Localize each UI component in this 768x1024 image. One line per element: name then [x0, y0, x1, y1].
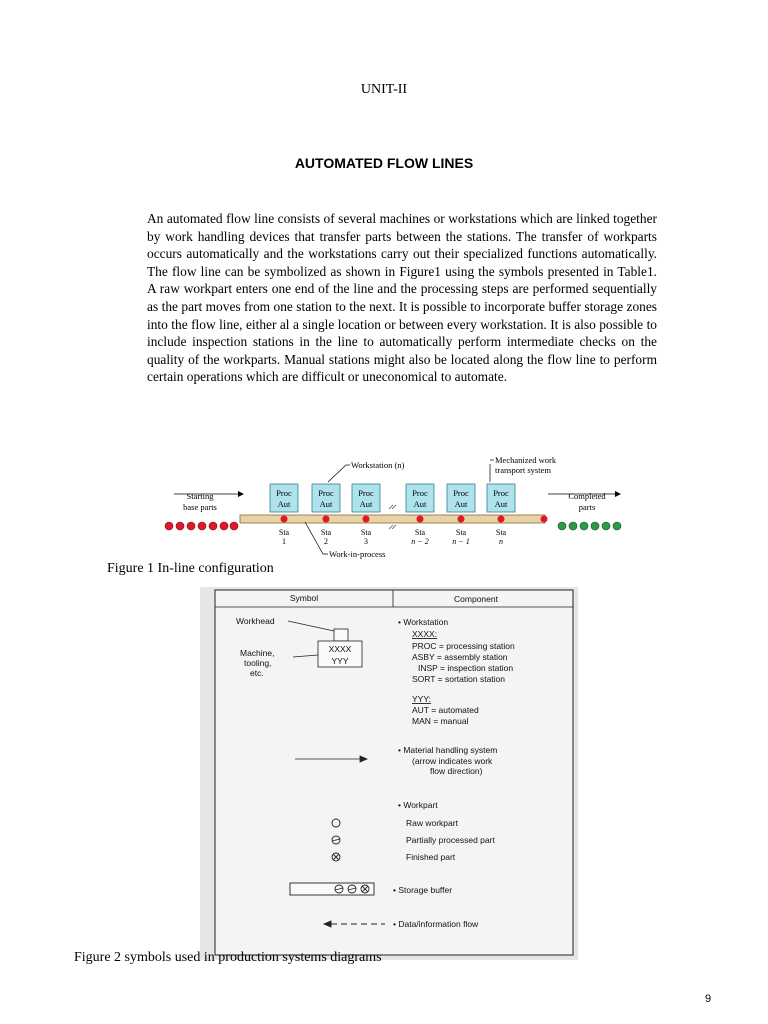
storage-buffer-label: • Storage buffer [393, 885, 453, 895]
diagram-label: Aut [494, 499, 508, 509]
ws-sort: SORT = sortation station [412, 674, 505, 684]
ws-title: • Workstation [398, 617, 449, 627]
station-box-1 [270, 484, 298, 512]
station-labels [279, 528, 507, 546]
station-box-2 [312, 484, 340, 512]
ws-man: MAN = manual [412, 716, 469, 726]
diagram-label: n − 2 [411, 537, 429, 546]
wip-label: Work-in-process [329, 549, 386, 559]
ws-asby: ASBY = assembly station [412, 652, 508, 662]
diagram-label: Proc [318, 488, 334, 498]
page-title: AUTOMATED FLOW LINES [294, 155, 474, 171]
workhead-label: Workhead [236, 616, 275, 626]
box-yyy-label: YYY [331, 656, 349, 666]
diagram-label: Sta [414, 528, 426, 537]
station-box-n-1 [447, 484, 475, 512]
table-frame [215, 590, 573, 955]
ws-insp: INSP = inspection station [418, 663, 514, 673]
figure-2-symbols-table [200, 587, 578, 960]
figure-1-caption: Figure 1 In-line configuration [107, 561, 274, 576]
completed-label-2: parts [578, 502, 596, 512]
diagram-label: Proc [276, 488, 292, 498]
starting-label-2: base parts [183, 502, 217, 512]
machine-label-3: etc. [250, 668, 264, 678]
data-flow-label: • Data/information flow [393, 919, 479, 929]
figure-2-caption: Figure 2 symbols used in production systems diagrams [74, 950, 382, 965]
mechanized-label-2: transport system [495, 465, 551, 475]
diagram-label: 3 [364, 537, 368, 546]
diagram-label: n − 1 [452, 537, 470, 546]
diagram-label: Aut [277, 499, 291, 509]
ws-xxxx: XXXX: [412, 629, 438, 639]
starting-parts [165, 522, 238, 530]
mechanized-label-1: Mechanized work [495, 455, 557, 465]
exit-part [541, 516, 548, 523]
mh-title: • Material handling system [398, 745, 498, 755]
diagram-label: Aut [454, 499, 468, 509]
workstation-label: Workstation (n) [351, 460, 405, 470]
diagram-label: Sta [320, 528, 332, 537]
partial-part-label: Partially processed part [406, 835, 495, 845]
diagram-label: Proc [358, 488, 374, 498]
machine-label-1: Machine, [240, 648, 275, 658]
arrow-head-icon [238, 491, 244, 497]
mh-line-2: (arrow indicates work [412, 756, 493, 766]
station-box-n-2 [406, 484, 434, 512]
diagram-label: Aut [319, 499, 333, 509]
diagram-label: Sta [455, 528, 467, 537]
diagram-label: Sta [360, 528, 372, 537]
diagram-label: 2 [324, 537, 328, 546]
figure-1-diagram [160, 450, 630, 565]
machine-label-2: tooling, [244, 658, 272, 668]
arrow-head-icon [615, 491, 621, 497]
station-boxes [270, 484, 515, 512]
diagram-label: Proc [453, 488, 469, 498]
diagram-label: Proc [412, 488, 428, 498]
station-box-3 [352, 484, 380, 512]
finished-part-label: Finished part [406, 852, 456, 862]
ws-aut: AUT = automated [412, 705, 479, 715]
diagram-label: Aut [413, 499, 427, 509]
starting-label-1: Starting [186, 491, 214, 501]
diagram-label: n [499, 537, 503, 546]
diagram-label: Sta [495, 528, 507, 537]
diagram-label: 1 [282, 537, 286, 546]
workpart-title: • Workpart [398, 800, 438, 810]
header-component: Component [454, 594, 498, 604]
completed-label-1: Completed [568, 491, 606, 501]
header-symbol: Symbol [289, 593, 319, 603]
box-xxxx-label: XXXX [328, 644, 352, 654]
ws-yyy: YYY: [412, 694, 431, 704]
diagram-label: Proc [493, 488, 509, 498]
diagram-label: Sta [278, 528, 290, 537]
diagram-label: Aut [359, 499, 373, 509]
mh-line-3: flow direction) [430, 766, 483, 776]
body-paragraph: An automated flow line consists of several machines or workstations which are linked together by work handling devices that transfer parts between the stations. The transfer of workparts occurs automatically and the workstations carry out their specialized functions automatically. The flow line can be symbolized as shown in Figure1 using the symbols presented in Table1. A raw workpart enters one end of the line and the processing steps are performed sequentially as the part moves from one station to the next. It is possible to incorporate buffer storage zones into the flow line, either al a single location or between every workstation. It is also possible to include inspection stations in the line to automatically perform intermediate checks on the quality of the workparts. Manual stations might also be located along the flow line to perform certain operations which are difficult or uneconomical to automate. [147, 211, 657, 385]
ws-proc: PROC = processing station [412, 641, 515, 651]
raw-workpart-label: Raw workpart [406, 818, 458, 828]
storage-buffer-icon [290, 883, 374, 895]
unit-heading: UNIT-II [360, 82, 408, 97]
station-box-n [487, 484, 515, 512]
page-number: 9 [705, 993, 712, 1005]
completed-parts [558, 522, 621, 530]
